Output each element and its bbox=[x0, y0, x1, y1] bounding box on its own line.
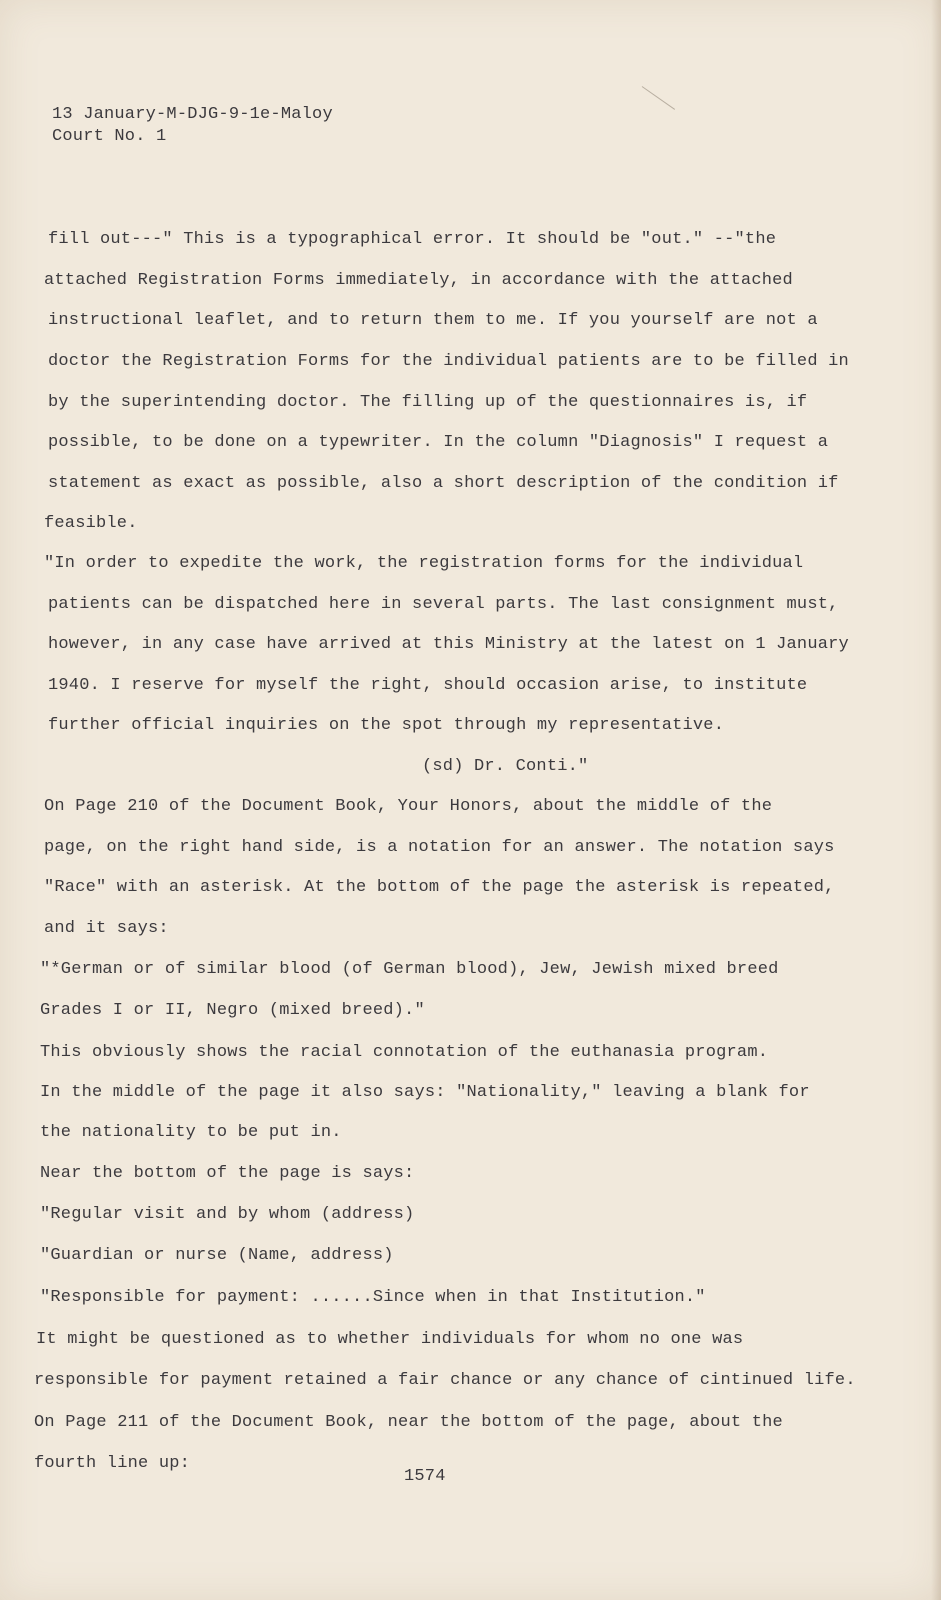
body-line: page, on the right hand side, is a notation for an answer. The notation says bbox=[44, 838, 835, 857]
body-line: responsible for payment retained a fair chance or any chance of cintinued life. bbox=[34, 1371, 856, 1390]
page-edge-shadow bbox=[931, 0, 941, 1600]
body-line: possible, to be done on a typewriter. In the column "Diagnosis" I request a bbox=[48, 433, 829, 452]
body-line: by the superintending doctor. The filling up of the questionnaires is, if bbox=[48, 393, 808, 412]
body-line: In the middle of the page it also says: "Nationality," leaving a blank for bbox=[40, 1083, 810, 1102]
body-line: On Page 211 of the Document Book, near the bottom of the page, about the bbox=[34, 1413, 783, 1432]
header-line-1: 13 January-M-DJG-9-1e-Maloy bbox=[52, 105, 333, 124]
body-line: This obviously shows the racial connotation of the euthanasia program. bbox=[40, 1043, 769, 1062]
page-number: 1574 bbox=[404, 1467, 446, 1486]
body-line: "Regular visit and by whom (address) bbox=[40, 1205, 415, 1224]
body-line: "In order to expedite the work, the registration forms for the individual bbox=[44, 554, 804, 573]
stray-mark bbox=[642, 86, 675, 110]
body-line: It might be questioned as to whether individuals for whom no one was bbox=[36, 1330, 744, 1349]
signature-line: (sd) Dr. Conti." bbox=[422, 757, 589, 776]
body-line: "Responsible for payment: ......Since when in that Institution." bbox=[40, 1288, 706, 1307]
body-line: attached Registration Forms immediately, in accordance with the attached bbox=[44, 271, 793, 290]
body-line: doctor the Registration Forms for the individual patients are to be filled in bbox=[48, 352, 849, 371]
body-line: Grades I or II, Negro (mixed breed)." bbox=[40, 1001, 425, 1020]
body-line: "Guardian or nurse (Name, address) bbox=[40, 1246, 394, 1265]
body-line: On Page 210 of the Document Book, Your Honors, about the middle of the bbox=[44, 797, 773, 816]
body-line: and it says: bbox=[44, 919, 169, 938]
body-line: 1940. I reserve for myself the right, should occasion arise, to institute bbox=[48, 676, 808, 695]
body-line: "*German or of similar blood (of German blood), Jew, Jewish mixed breed bbox=[40, 960, 779, 979]
body-line: however, in any case have arrived at this Ministry at the latest on 1 January bbox=[48, 635, 849, 654]
header-line-2: Court No. 1 bbox=[52, 127, 167, 146]
body-line: statement as exact as possible, also a short description of the condition if bbox=[48, 474, 839, 493]
body-line: Near the bottom of the page is says: bbox=[40, 1164, 415, 1183]
body-line: patients can be dispatched here in several parts. The last consignment must, bbox=[48, 595, 839, 614]
body-line: fill out---" This is a typographical error. It should be "out." --"the bbox=[48, 230, 777, 249]
body-line: the nationality to be put in. bbox=[40, 1123, 342, 1142]
body-line: instructional leaflet, and to return them to me. If you yourself are not a bbox=[48, 311, 818, 330]
body-line: fourth line up: bbox=[34, 1454, 191, 1473]
body-line: further official inquiries on the spot through my representative. bbox=[48, 716, 725, 735]
body-line: "Race" with an asterisk. At the bottom of the page the asterisk is repeated, bbox=[44, 878, 835, 897]
body-line: feasible. bbox=[44, 514, 138, 533]
